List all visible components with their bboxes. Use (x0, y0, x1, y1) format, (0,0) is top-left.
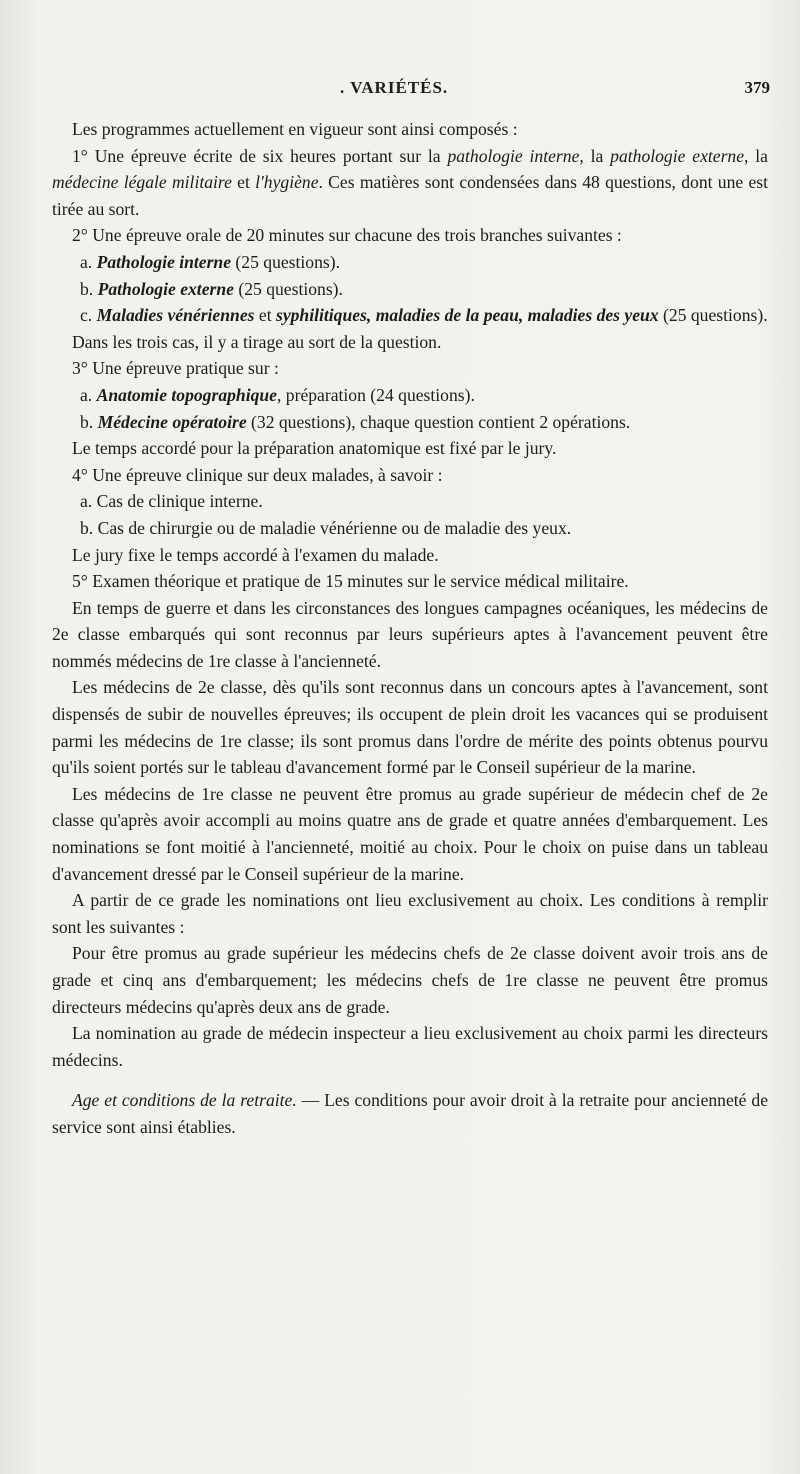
text-run: Une épreuve écrite de six heures portant sur la (87, 145, 448, 166)
program-item-2: 2° Une épreuve orale de 20 minutes sur chacune des trois branches suivantes : (72, 225, 622, 246)
sub-item-4a: a. Cas de clinique interne. (80, 491, 263, 512)
running-head: . VARIÉTÉS. (340, 78, 449, 97)
page-number: 379 (744, 78, 770, 97)
program-item-5: 5° Examen théorique et pratique de 15 minutes sur le service médical militaire. (72, 571, 629, 592)
paragraph-choice: A partir de ce grade les nominations ont lieu exclusivement au choix. Les conditions à remplir sont les suivantes : (52, 890, 768, 937)
subject-title: Médecine opératoire (97, 411, 247, 432)
sub-item-3b (52, 409, 768, 436)
exam-time-note: Le jury fixe le temps accordé à l'examen du malade. (72, 544, 439, 565)
page-header (50, 70, 770, 104)
sub-letter: a. (80, 384, 93, 405)
text-run: (32 questions), chaque question contient 2 opérations. (246, 411, 631, 432)
paragraph-inspector: La nomination au grade de médecin inspecteur a lieu exclusivement au choix parmi les directeurs médecins. (52, 1023, 768, 1070)
subject-italic: pathologie interne (447, 145, 580, 166)
text-run: — Les conditions pour avoir droit à la retraite pour ancienneté de service sont ainsi établies. (52, 1090, 769, 1137)
sub-letter: b. (80, 278, 94, 299)
text-run: . Ces matières sont condensées dans 48 questions, dont une est tirée au sort. (52, 172, 769, 219)
subject-italic: médecine légale militaire (52, 172, 232, 193)
paragraph-second-class: Les médecins de 2e classe, dès qu'ils sont reconnus dans un concours aptes à l'avancement, sont dispensés de subir de nouvelles épreuves; ils occupent de plein droit les vacances qui se produisent parmi les médecins de 1re classe; ils sont promus dans l'ordre de mérite des points obtenus pourvu qu'ils soient portés sur le tableau d'avancement formé par le Conseil supérieur de la marine. (52, 677, 768, 778)
text-run: et (231, 172, 256, 193)
subject-italic: l'hygiène (255, 172, 319, 193)
text-run: (25 questions). (231, 251, 341, 272)
item-number: 1° (72, 145, 88, 166)
program-item-4: 4° Une épreuve clinique sur deux malades, à savoir : (72, 464, 443, 485)
sub-letter: b. (80, 411, 94, 432)
sub-item-2c (52, 302, 768, 329)
sub-item-2b (52, 276, 768, 303)
section-heading: Age et conditions de la retraite. (72, 1090, 297, 1111)
text-run: , la (579, 145, 611, 166)
paragraph-first-class: Les médecins de 1re classe ne peuvent être promus au grade supérieur de médecin chef de 2e classe qu'après avoir accompli au moins quatre ans de grade et quatre années d'embarquement. Les nominations se font moitié à l'ancienneté, moitié au choix. Pour le choix on puise dans un tableau d'avancement dressé par le Conseil supérieur de la marine. (52, 783, 768, 884)
text-run: (25 questions). (658, 305, 768, 326)
retirement-paragraph (52, 1087, 768, 1140)
sub-item-3a (52, 382, 768, 409)
jury-note: Le temps accordé pour la préparation anatomique est fixé par le jury. (72, 438, 557, 459)
intro-paragraph: Les programmes actuellement en vigueur sont ainsi composés : (72, 119, 518, 139)
text-run: , préparation (24 questions). (277, 384, 475, 405)
paragraph-war-time: En temps de guerre et dans les circonstances des longues campagnes océaniques, les médecins de 2e classe embarqués qui sont reconnus par leurs supérieurs aptes à l'avancement peuvent être nommés médecins de 1re classe à l'ancienneté. (52, 597, 768, 671)
subject-title: Maladies vénériennes (96, 305, 255, 326)
text-run: , la (744, 145, 768, 166)
subject-title: syphilitiques, maladies de la peau, maladies des yeux (275, 305, 659, 326)
program-item-1 (52, 143, 768, 223)
subject-title: Pathologie externe (97, 278, 234, 299)
subject-italic: pathologie externe (610, 145, 745, 166)
text-run: et (254, 305, 276, 326)
subject-title: Pathologie interne (96, 251, 232, 272)
section-gap (52, 1073, 768, 1087)
draw-note: Dans les trois cas, il y a tirage au sort de la question. (72, 331, 442, 352)
text-run: (25 questions). (233, 278, 343, 299)
sub-letter: c. (80, 305, 93, 326)
sub-item-4b: b. Cas de chirurgie ou de maladie vénérienne ou de maladie des yeux. (80, 517, 572, 538)
paragraph-chiefs: Pour être promus au grade supérieur les médecins chefs de 2e classe doivent avoir trois ans de grade et cinq ans d'embarquement; les médecins chefs de 1re classe ne peuvent être promus directeurs médecins qu'après deux ans de grade. (52, 943, 768, 1017)
program-item-3: 3° Une épreuve pratique sur : (72, 358, 279, 379)
sub-letter: a. (80, 251, 93, 272)
body-text (52, 116, 768, 1141)
sub-item-2a (52, 249, 768, 276)
subject-title: Anatomie topographique (96, 384, 277, 405)
